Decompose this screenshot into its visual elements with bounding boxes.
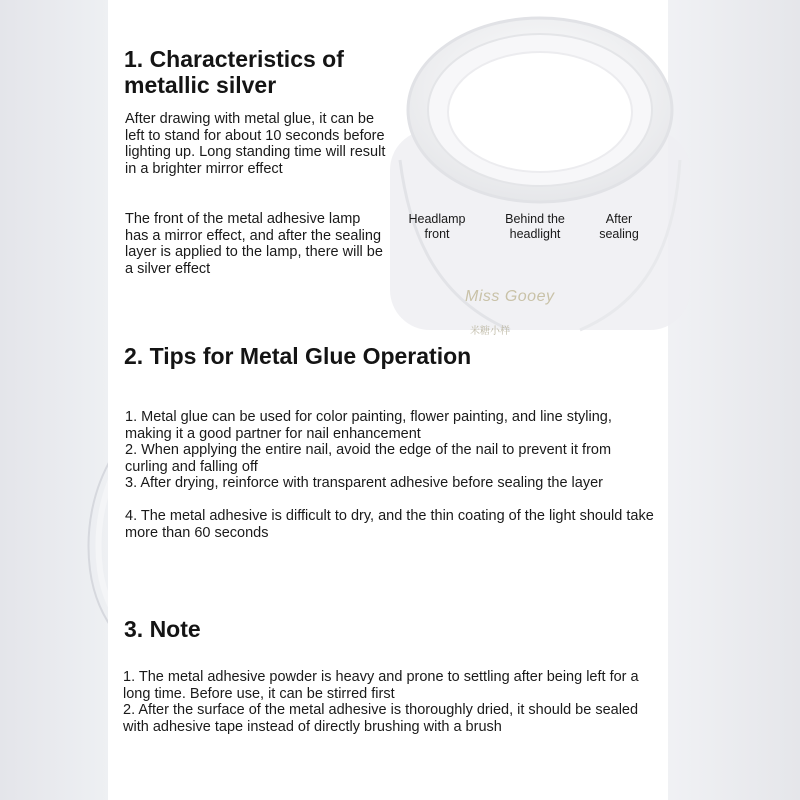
label-headlamp-front: Headlamp front: [408, 212, 466, 241]
label-after-sealing: After sealing: [599, 212, 639, 241]
note-1: 1. The metal adhesive powder is heavy and prone to settling after being left for a long time. Before use, it can be stirred first: [123, 669, 639, 702]
tip-2: 2. When applying the entire nail, avoid the edge of the nail to prevent it from curling and falling off: [125, 442, 612, 475]
jar-brand-cn-logo: 米糖小样: [470, 326, 510, 337]
tip-3: 3. After drying, reinforce with transparent adhesive before sealing the layer: [125, 475, 603, 491]
section1-paragraph-2: The front of the metal adhesive lamp has a mirror effect, and after the sealing layer is applied to the lamp, there will be a silver effect: [125, 211, 383, 277]
note-2: 2. After the surface of the metal adhesive is thoroughly dried, it should be sealed with adhesive tape instead of directly brushing with a brush: [123, 702, 639, 735]
label-behind-headlight: Behind the headlight: [505, 212, 565, 241]
tip-1: 1. Metal glue can be used for color painting, flower painting, and line styling, making it a good partner for nail enhancement: [125, 409, 612, 442]
section1-paragraph-1: After drawing with metal glue, it can be left to stand for about 10 seconds before lighting up. Long standing time will result in a brighter mirror effect: [125, 111, 386, 177]
tip-4: 4. The metal adhesive is difficult to dry, and the thin coating of the light should take more than 60 seconds: [125, 508, 654, 541]
jar-brand-logo: Miss Gooey: [465, 288, 555, 305]
section1-heading: 1. Characteristics of metallic silver: [124, 46, 344, 98]
section2-heading: 2. Tips for Metal Glue Operation: [124, 343, 472, 369]
section3-heading: 3. Note: [124, 616, 201, 642]
